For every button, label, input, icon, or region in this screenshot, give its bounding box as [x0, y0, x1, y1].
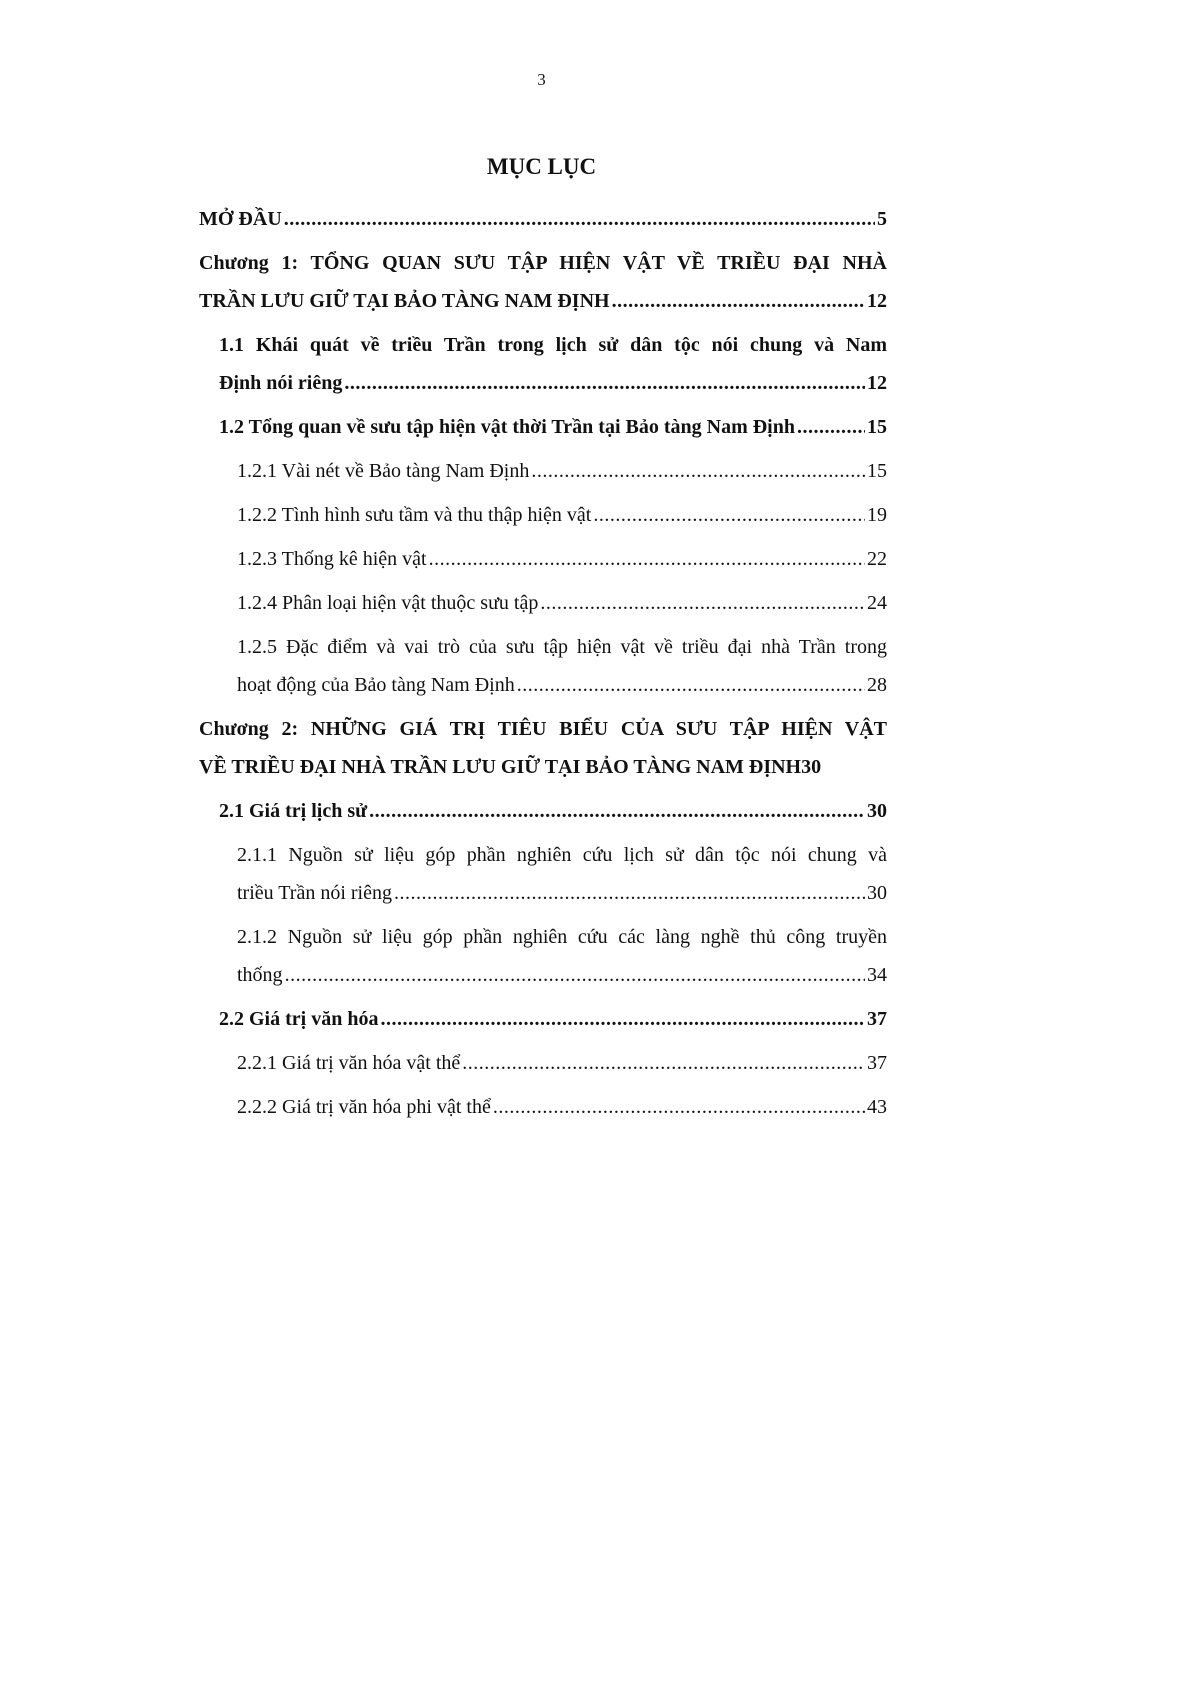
- dot-leader: [394, 874, 865, 912]
- toc-entry-label-line-2: thống: [237, 964, 283, 986]
- dot-leader: [540, 584, 865, 622]
- toc-entry-2-1-1[interactable]: [237, 836, 887, 912]
- toc-page-number: 15: [867, 416, 887, 438]
- toc-entry-1-2-5[interactable]: [237, 628, 887, 704]
- dot-leader: [344, 364, 865, 402]
- toc-entry-label-line-1: 2.1.1 Nguồn sử liệu góp phần nghiên cứu lịch sử dân tộc nói chung và: [237, 844, 887, 866]
- toc-entry-chuong-2[interactable]: [199, 710, 887, 786]
- toc-page-number: 19: [867, 504, 887, 526]
- toc-entry-2-2-2[interactable]: [237, 1088, 887, 1126]
- toc-entry-label-line-1: 1.1 Khái quát về triều Trần trong lịch sử dân tộc nói chung và Nam: [219, 334, 887, 356]
- toc-entry-label-line-2: triều Trần nói riêng: [237, 882, 392, 904]
- table-of-contents: [199, 200, 887, 1126]
- toc-entry-2-1-2[interactable]: [237, 918, 887, 994]
- toc-entry-chuong-1[interactable]: [199, 244, 887, 320]
- toc-entry-label: 2.2 Giá trị văn hóa: [219, 1008, 379, 1030]
- toc-entry-label: 1.2.3 Thống kê hiện vật: [237, 548, 427, 570]
- toc-page-number: 5: [877, 208, 887, 230]
- toc-page-number: 30: [867, 882, 887, 904]
- toc-entry-label-line-1: 2.1.2 Nguồn sử liệu góp phần nghiên cứu các làng nghề thủ công truyền: [237, 926, 887, 948]
- dot-leader: [517, 666, 865, 704]
- toc-entry-label: 2.2.2 Giá trị văn hóa phi vật thể: [237, 1096, 491, 1118]
- page-number: 3: [537, 70, 546, 89]
- toc-entry-1-1[interactable]: [219, 326, 887, 402]
- toc-page-number: 43: [867, 1096, 887, 1118]
- toc-page-number: 15: [867, 460, 887, 482]
- toc-page-number: 30: [801, 756, 822, 778]
- toc-entry-1-2-4[interactable]: [237, 584, 887, 622]
- toc-page-number: 37: [867, 1008, 887, 1030]
- dot-leader: [429, 540, 865, 578]
- toc-page-number: 12: [867, 372, 887, 394]
- toc-entry-label: 1.2.2 Tình hình sưu tầm và thu thập hiện vật: [237, 504, 592, 526]
- toc-entry-label-line-2: TRẦN LƯU GIỮ TẠI BẢO TÀNG NAM ĐỊNH: [199, 290, 610, 312]
- dot-leader: [531, 452, 865, 490]
- dot-leader: [462, 1044, 865, 1082]
- toc-page-number: 12: [867, 290, 887, 312]
- dot-leader: [612, 282, 865, 320]
- toc-entry-label-line-2: hoạt động của Bảo tàng Nam Định: [237, 674, 515, 696]
- dot-leader: [493, 1088, 865, 1126]
- toc-entry-label: 1.2 Tổng quan về sưu tập hiện vật thời Trần tại Bảo tàng Nam Định: [219, 416, 795, 438]
- toc-entry-label-line-2: Định nói riêng: [219, 372, 343, 394]
- toc-entry-2-1[interactable]: [219, 792, 887, 830]
- page-title: MỤC LỤC: [486, 154, 597, 179]
- toc-entry-1-2-2[interactable]: [237, 496, 887, 534]
- dot-leader: [284, 200, 875, 238]
- toc-entry-2-2[interactable]: [219, 1000, 887, 1038]
- dot-leader: [593, 496, 865, 534]
- toc-entry-2-2-1[interactable]: [237, 1044, 887, 1082]
- toc-entry-label: 1.2.1 Vài nét về Bảo tàng Nam Định: [237, 460, 530, 482]
- toc-entry-mo-dau[interactable]: [199, 200, 887, 238]
- toc-entry-label: MỞ ĐẦU: [199, 208, 282, 230]
- toc-entry-label: 2.2.1 Giá trị văn hóa vật thể: [237, 1052, 461, 1074]
- toc-entry-1-2-3[interactable]: [237, 540, 887, 578]
- toc-page-number: 28: [867, 674, 887, 696]
- toc-entry-label-line-1: Chương 2: NHỮNG GIÁ TRỊ TIÊU BIỂU CỦA SƯU TẬP HIỆN VẬT: [199, 718, 887, 740]
- dot-leader: [797, 408, 865, 446]
- toc-page-number: 37: [867, 1052, 887, 1074]
- toc-entry-label: 2.1 Giá trị lịch sử: [219, 800, 368, 822]
- toc-entry-label: 1.2.4 Phân loại hiện vật thuộc sưu tập: [237, 592, 539, 614]
- toc-entry-label-line-1: 1.2.5 Đặc điểm và vai trò của sưu tập hiện vật về triều đại nhà Trần trong: [237, 636, 887, 658]
- toc-page-number: 22: [867, 548, 887, 570]
- dot-leader: [285, 956, 865, 994]
- toc-entry-1-2[interactable]: [219, 408, 887, 446]
- dot-leader: [380, 1000, 865, 1038]
- toc-page-number: 30: [867, 800, 887, 822]
- toc-entry-label-line-1: Chương 1: TỔNG QUAN SƯU TẬP HIỆN VẬT VỀ TRIỀU ĐẠI NHÀ: [199, 252, 887, 274]
- toc-entry-label-line-2: VỀ TRIỀU ĐẠI NHÀ TRẦN LƯU GIỮ TẠI BẢO TÀNG NAM ĐỊNH: [199, 756, 802, 778]
- toc-page-number: 34: [867, 964, 887, 986]
- dot-leader: [369, 792, 865, 830]
- toc-entry-1-2-1[interactable]: [237, 452, 887, 490]
- toc-page-number: 24: [867, 592, 887, 614]
